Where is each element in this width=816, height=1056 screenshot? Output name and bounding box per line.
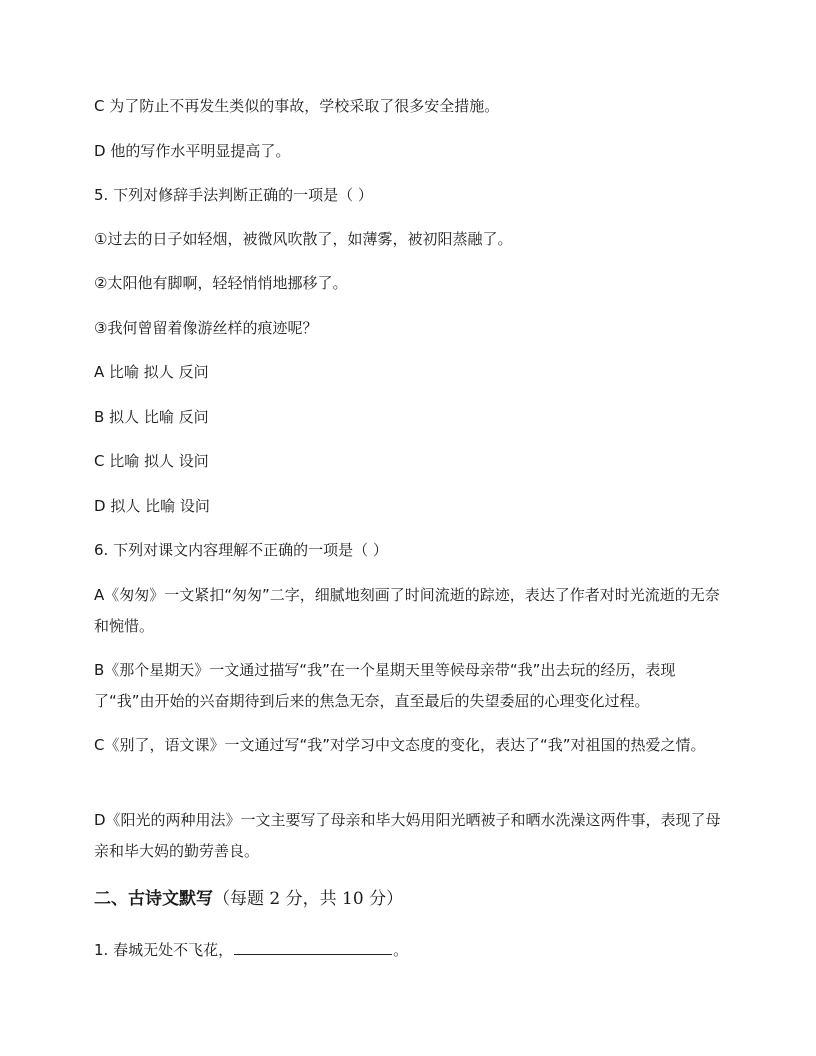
section-2-heading: [94, 888, 403, 910]
q6-option-c: C《别了，语文课》一文通过写“我”对学习中文态度的变化，表达了“我”对祖国的热爱之情。: [94, 736, 706, 754]
q5-stem: 5. 下列对修辞手法判断正确的一项是（ ）: [94, 186, 373, 204]
section-2-title: 二、古诗文默写: [94, 889, 213, 909]
q5-sentence-1: ①过去的日子如轻烟，被微风吹散了，如薄雾，被初阳蒸融了。: [94, 230, 513, 248]
q4-option-d: D 他的写作水平明显提高了。: [94, 142, 291, 160]
section-2-score: （每题 2 分，共 10 分）: [213, 889, 404, 909]
fill-question-1-suffix: 。: [393, 941, 409, 959]
q6-option-d: D《阳光的两种用法》一文主要写了母亲和毕大妈用阳光晒被子和晒水洗澡这两件事，表现了母亲和毕大妈的勤劳善良。: [94, 811, 721, 860]
q5-option-a: A 比喻 拟人 反问: [94, 363, 209, 381]
q5-sentence-2: ②太阳他有脚啊，轻轻悄悄地挪移了。: [94, 274, 348, 292]
q5-option-b: B 拟人 比喻 反问: [94, 408, 209, 426]
q5-sentence-3: ③我何曾留着像游丝样的痕迹呢？: [94, 319, 318, 337]
q6-option-a: A《匆匆》一文紧扣“匆匆”二字，细腻地刻画了时间流逝的踪迹，表达了作者对时光流逝的无奈和惋惜。: [94, 586, 720, 635]
q6-option-b: B《那个星期天》一文通过描写“我”在一个星期天里等候母亲带“我”出去玩的经历，表现了“我”由开始的兴奋期待到后来的焦急无奈，直至最后的失望委屈的心理变化过程。: [94, 661, 676, 710]
fill-question-1-prefix: 1. 春城无处不飞花，: [94, 941, 234, 959]
q5-option-d: D 拟人 比喻 设问: [94, 497, 210, 515]
q5-option-c: C 比喻 拟人 设问: [94, 452, 209, 470]
fill-question-1: [94, 939, 734, 960]
answer-blank[interactable]: [234, 939, 392, 955]
q6-stem: 6. 下列对课文内容理解不正确的一项是（ ）: [94, 541, 388, 559]
q4-option-c: C 为了防止不再发生类似的事故，学校采取了很多安全措施。: [94, 97, 500, 115]
